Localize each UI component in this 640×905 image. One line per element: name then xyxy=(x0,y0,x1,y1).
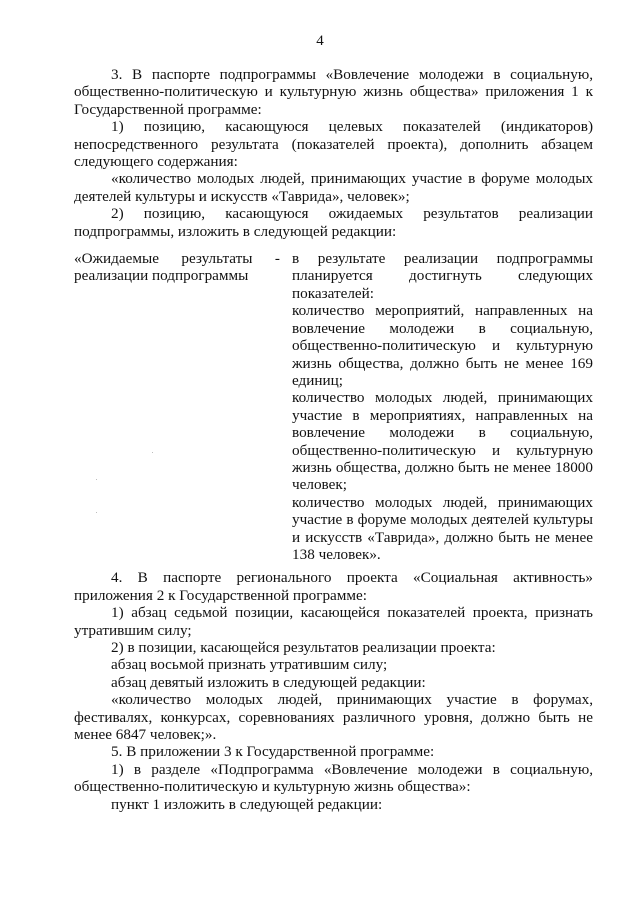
expected-results-participants: количество молодых людей, принимающих участие в мероприятиях, направленных на вовлечение молодежи в социальную, общественно-политическую и культурную жизнь общества, должно быть не менее 18000 человек; xyxy=(292,389,593,494)
paragraph-item-1-targets: 1) позицию, касающуюся целевых показателей (индикаторов) непосредственного результата (показателей проекта), дополнить абзацем следующего содержания: xyxy=(74,118,593,171)
paragraph-section-4-intro: 4. В паспорте регионального проекта «Социальная активность» приложения 2 к Государственной программе: xyxy=(74,569,593,604)
paragraph-item-2-results: 2) позицию, касающуюся ожидаемых результатов реализации подпрограммы, изложить в следующей редакции: xyxy=(74,205,593,240)
expected-results-label: «Ожидаемые результаты - реализации подпрограммы xyxy=(74,250,280,285)
paragraph-forums-quote: «количество молодых людей, принимающих участие в форумах, фестивалях, конкурсах, соревнованиях различного уровня, должно быть не менее 6847 человек;». xyxy=(74,691,593,744)
paragraph-section-3-intro: 3. В паспорте подпрограммы «Вовлечение молодежи в социальную, общественно-политическую и культурную жизнь общества» приложения 1 к Государственной программе: xyxy=(74,66,593,118)
document-body xyxy=(74,66,593,813)
scan-speck xyxy=(152,452,153,453)
scan-speck xyxy=(96,479,97,480)
paragraph-point-1-edit: пункт 1 изложить в следующей редакции: xyxy=(111,795,383,813)
paragraph-tavrida-indicator: «количество молодых людей, принимающих участие в форуме молодых деятелей культуры и искусств «Таврида», человек»; xyxy=(74,170,593,205)
paragraph-section-5-intro: 5. В приложении 3 к Государственной программе: xyxy=(111,743,435,761)
paragraph-item-2-results-project: 2) в позиции, касающейся результатов реализации проекта: xyxy=(111,639,496,656)
paragraph-eighth-invalid: абзац восьмой признать утратившим силу; xyxy=(111,656,388,674)
expected-results-events: количество мероприятий, направленных на вовлечение молодежи в социальную, общественно-политическую и культурную жизнь общества, должно быть не менее 169 единиц; xyxy=(292,302,593,389)
expected-results-intro: в результате реализации подпрограммы планируется достигнуть следующих показателей: xyxy=(292,250,593,302)
expected-results-tavrida: количество молодых людей, принимающих участие в форуме молодых деятелей культуры и искусств «Таврида», должно быть не менее 138 человек». xyxy=(292,493,593,563)
paragraph-subprogram-section: 1) в разделе «Подпрограмма «Вовлечение молодежи в социальную, общественно-политическую и культурную жизнь общества»: xyxy=(74,760,593,796)
page-number: 4 xyxy=(316,33,324,49)
expected-results-content xyxy=(286,250,593,563)
scan-speck xyxy=(96,512,97,513)
paragraph-item-1-invalidate: 1) абзац седьмой позиции, касающейся показателей проекта, признать утратившим силу; xyxy=(74,604,593,639)
expected-results-table xyxy=(74,250,593,563)
paragraph-ninth-edit: абзац девятый изложить в следующей редакции: xyxy=(111,673,426,691)
